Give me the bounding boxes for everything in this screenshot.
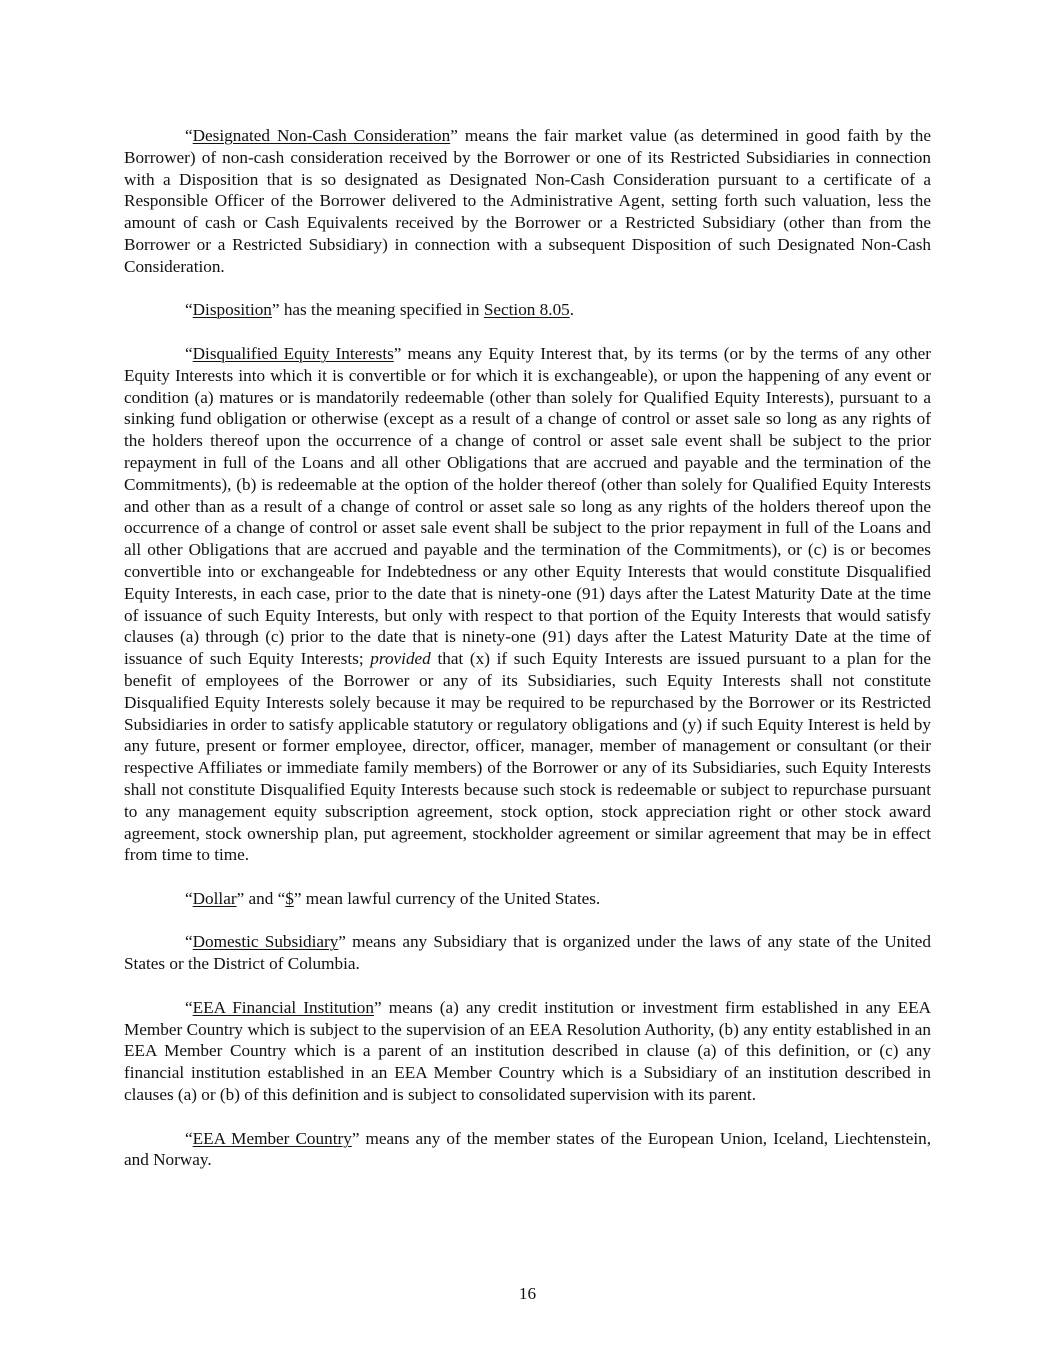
definition-text: ” has the meaning specified in bbox=[271, 300, 484, 320]
page-number: 16 bbox=[518, 1284, 537, 1303]
definition-text: ” means any Subsidiary that is organized under the laws of any state of the United States or the District of Columbia. bbox=[124, 932, 931, 974]
definition-tail: . bbox=[569, 300, 575, 320]
defined-term: Domestic Subsidiary bbox=[192, 932, 339, 952]
defined-term: Disqualified Equity Interests bbox=[192, 343, 394, 363]
definition-text: ” means any Equity Interest that, by its terms (or by the terms of any other Equity Interests into which it is convertible or for which it is exchangeable), or upon the happening of any event or condition (a) matures or is mandatorily redeemable (other than solely for Qualified Equity Interests), pursuant to a sinking fund obligation or otherwise (except as a result of a change of control or asset sale so long as any rights of the holders thereof upon the occurrence of a change of control or asset sale event shall be subject to the prior repayment in full of the Loans and all other Obligations that are accrued and payable and the termination of the Commitments), (b) is redeemable at the option of the holder thereof (other than solely for Qualified Equity Interests and other than as a result of a change of control or asset sale so long as any rights of the holders thereof upon the occurrence of a change of control or asset sale event shall be subject to the prior repayment in full of the Loans and all other Obligations that are accrued and payable and the termination of the Commitments), or (c) is or becomes convertible into or exchangeable for Indebtedness or any other Equity Interests that would constitute Disqualified Equity Interests, in each case, prior to the date that is ninety-one (91) days after the Latest Maturity Date at the time of issuance of such Equity Interests, but only with respect to that portion of the Equity Interests that would satisfy clauses (a) through (c) prior to the date that is ninety-one (91) days after the Latest Maturity Date at the time of issuance of such Equity Interests; bbox=[124, 343, 931, 669]
open-quote: “ bbox=[185, 343, 193, 363]
definition-text: ” means (a) any credit institution or investment firm established in any EEA Member Country which is subject to the supervision of an EEA Resolution Authority, (b) any entity established in an EEA Member Country which is a parent of an institution described in clause (a) of this definition, or (c) any financial institution established in an EEA Member Country which is a Subsidiary of an institution described in clauses (a) or (b) of this definition and is subject to consolidated supervision with its parent. bbox=[124, 997, 931, 1105]
definition-disposition bbox=[124, 299, 931, 321]
open-quote: “ bbox=[185, 932, 193, 952]
definition-tail: that (x) if such Equity Interests are issued pursuant to a plan for the benefit of employees of the Borrower or any of its Subsidiaries, such Equity Interests shall not constitute Disqualified Equity Interests solely because it may be required to be repurchased by the Borrower or its Restricted Subsidiaries in order to satisfy applicable statutory or regulatory obligations and (y) if such Equity Interest is held by any future, present or former employee, director, officer, manager, member of management or consultant (or their respective Affiliates or immediate family members) of the Borrower or any of its Subsidiaries, such Equity Interests shall not constitute Disqualified Equity Interests because such stock is redeemable or subject to repurchase pursuant to any management equity subscription agreement, stock option, stock appreciation right or other stock award agreement, stock ownership plan, put agreement, stockholder agreement or similar agreement that may be in effect from time to time. bbox=[124, 649, 931, 865]
open-quote: “ bbox=[185, 126, 193, 145]
defined-term: Dollar bbox=[192, 888, 237, 908]
definition-designated-non-cash-consideration bbox=[124, 125, 931, 278]
section-reference: Section 8.05 bbox=[483, 300, 570, 320]
open-quote: “ bbox=[185, 300, 193, 320]
document-page bbox=[124, 125, 931, 1193]
definition-connector: ” and “ bbox=[236, 888, 286, 908]
definition-dollar bbox=[124, 888, 931, 910]
definition-text: ” means the fair market value (as determined in good faith by the Borrower) of non-cash consideration received by the Borrower or one of its Restricted Subsidiaries in connection with a Disposition that is so designated as Designated Non-Cash Consideration pursuant to a certificate of a Responsible Officer of the Borrower delivered to the Administrative Agent, setting forth such valuation, less the amount of cash or Cash Equivalents received by the Borrower or a Restricted Subsidiary (other than from the Borrower or a Restricted Subsidiary) in connection with a subsequent Disposition of such Designated Non-Cash Consideration. bbox=[124, 126, 931, 276]
definition-eea-financial-institution bbox=[124, 997, 931, 1106]
defined-term-symbol: $ bbox=[285, 888, 294, 908]
defined-term: Disposition bbox=[192, 300, 272, 320]
defined-term: EEA Member Country bbox=[192, 1128, 352, 1148]
definition-text: ” means any of the member states of the European Union, Iceland, Liechtenstein, and Norway. bbox=[124, 1128, 931, 1170]
definition-eea-member-country bbox=[124, 1128, 931, 1172]
italic-word: provided bbox=[370, 649, 431, 669]
defined-term: EEA Financial Institution bbox=[192, 997, 374, 1017]
definition-domestic-subsidiary bbox=[124, 931, 931, 975]
definition-text: ” mean lawful currency of the United States. bbox=[293, 888, 601, 908]
defined-term: Designated Non-Cash Consideration bbox=[192, 126, 451, 145]
open-quote: “ bbox=[185, 997, 193, 1017]
open-quote: “ bbox=[185, 1128, 193, 1148]
definition-disqualified-equity-interests bbox=[124, 343, 931, 866]
open-quote: “ bbox=[185, 888, 193, 908]
